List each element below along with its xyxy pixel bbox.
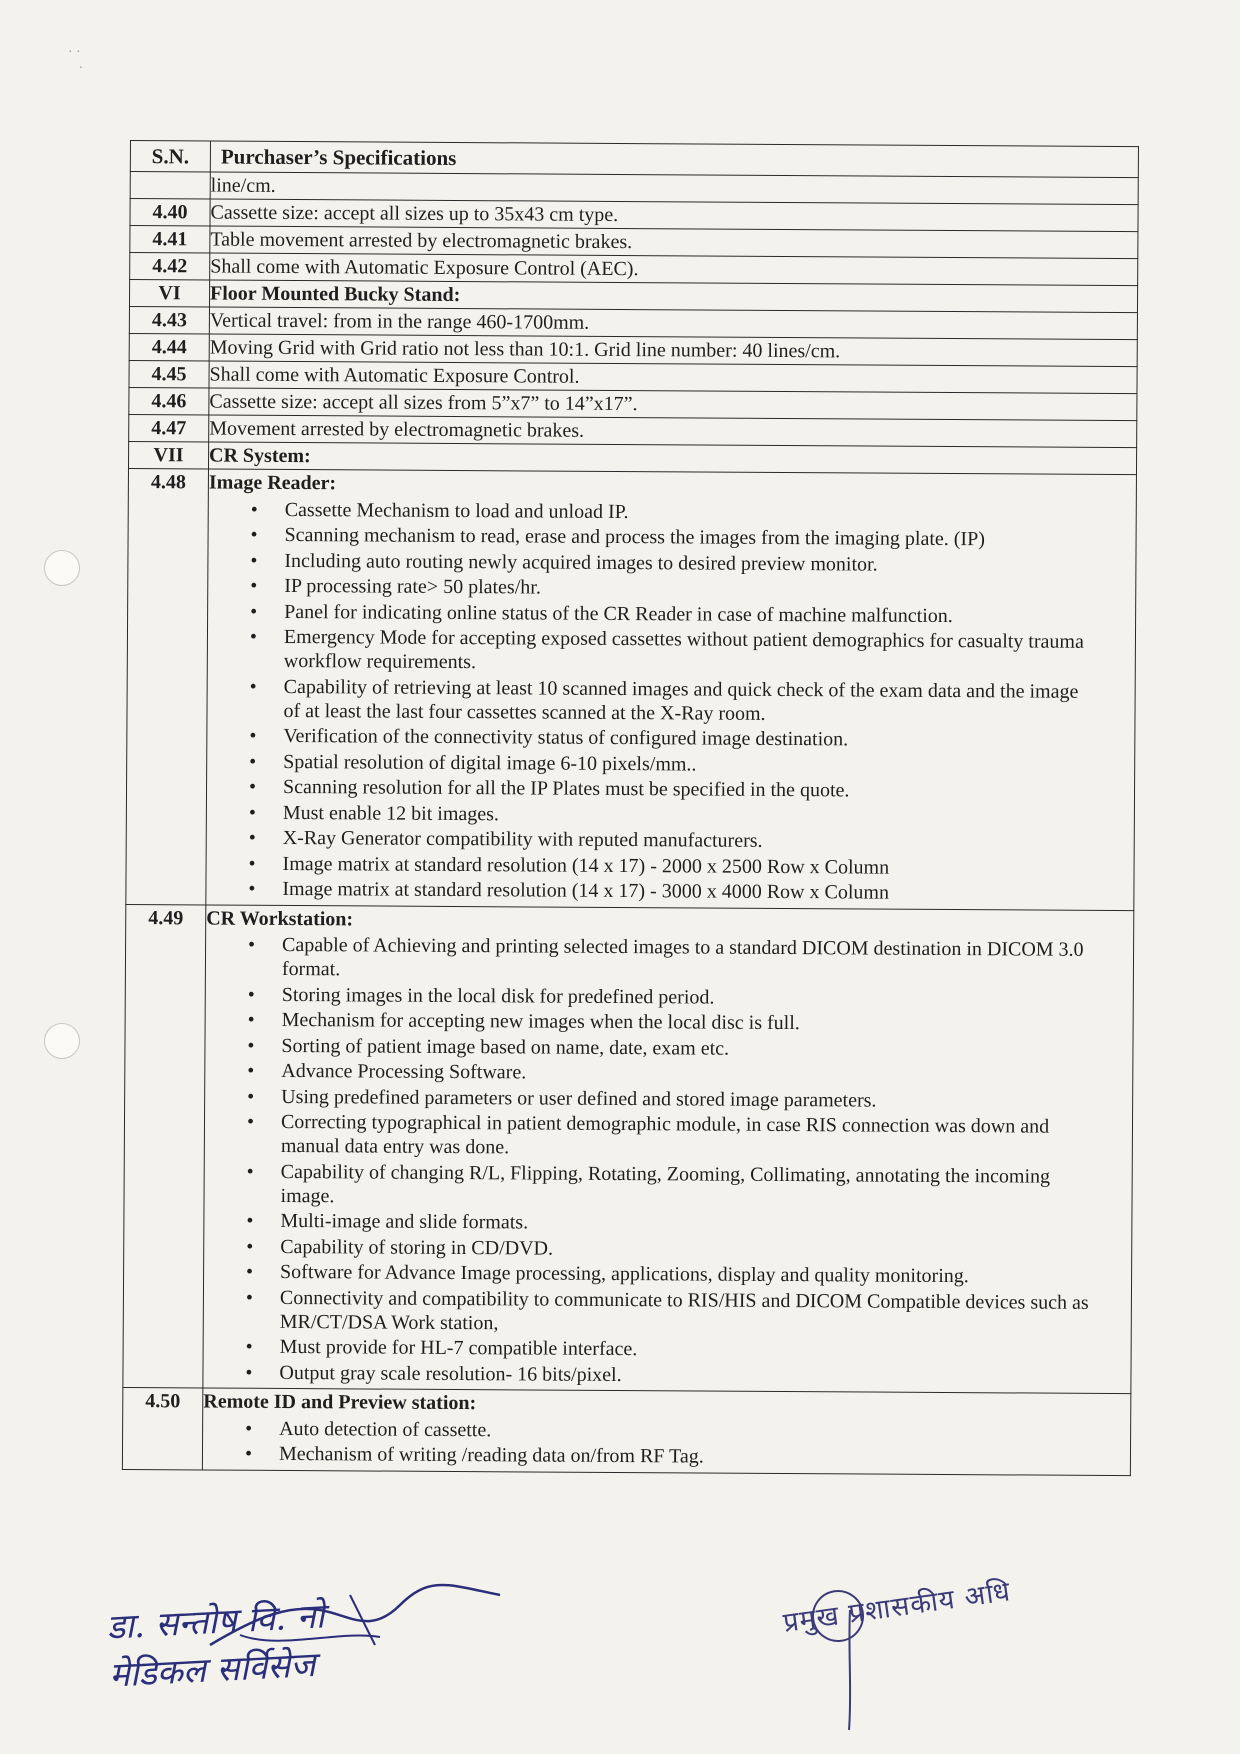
list-item: • Scanning resolution for all the IP Plates must be specified in the quote. [283, 775, 1094, 804]
list-item: • Sorting of patient image based on name, date, exam etc. [281, 1033, 1092, 1062]
row-sn: 4.47 [129, 414, 209, 441]
scan-speck: · · · [68, 45, 84, 76]
list-item: • Correcting typographical in patient demographic module, in case RIS connection was down and manual data entry was done. [281, 1110, 1092, 1163]
row-sn: 4.44 [129, 333, 209, 360]
table-row-cr-workstation [123, 904, 1134, 1394]
section-title: CR System: [208, 442, 1136, 475]
cr-workstation-title: CR Workstation: [206, 906, 354, 930]
section-title: Floor Mounted Bucky Stand: [209, 280, 1137, 313]
row-sn: 4.49 [123, 904, 206, 1388]
list-item: • Image matrix at standard resolution (14 x 17) - 3000 x 4000 Row x Column [282, 877, 1093, 906]
row-text: line/cm. [210, 172, 1138, 205]
signature-line-1: डा. सन्तोष वि. नो [105, 1596, 326, 1648]
official-stamp: प्रमुख प्रशासकीय अधि [781, 1576, 1013, 1639]
row-text: Cassette size: accept all sizes up to 35x43 cm type. [210, 199, 1138, 232]
list-item: • Advance Processing Software. [281, 1059, 1092, 1088]
row-text: Table movement arrested by electromagnetic brakes. [210, 226, 1138, 259]
cr-workstation-list [203, 932, 1133, 1393]
handwritten-signature [106, 1592, 328, 1699]
table-row-image-reader [126, 468, 1137, 910]
row-text: Moving Grid with Grid ratio not less than 10:1. Grid line number: 40 lines/cm. [209, 334, 1137, 367]
image-reader-list [206, 497, 1135, 910]
signature-line-2: मेडिकल सर्विसेज [108, 1644, 317, 1696]
section-number: VII [128, 441, 208, 468]
section-number: VI [129, 280, 209, 307]
list-item: • Cassette Mechanism to load and unload IP. [285, 497, 1096, 526]
row-sn: 4.43 [129, 306, 209, 333]
list-item: • Scanning mechanism to read, erase and process the images from the imaging plate. (IP) [285, 523, 1096, 552]
remote-station-cell [202, 1388, 1130, 1475]
row-sn: 4.40 [130, 199, 210, 226]
image-reader-title: Image Reader: [208, 471, 337, 495]
list-item: • Mechanism for accepting new images when the local disc is full. [282, 1008, 1093, 1037]
list-item: • Capable of Achieving and printing selected images to a standard DICOM destination in DICOM 3.0 format. [282, 933, 1093, 986]
row-text: Cassette size: accept all sizes from 5”x7” to 14”x17”. [209, 388, 1137, 421]
list-item: • Storing images in the local disk for predefined period. [282, 982, 1093, 1011]
list-item: • Output gray scale resolution- 16 bits/pixel. [279, 1360, 1090, 1389]
row-text: Movement arrested by electromagnetic brakes. [209, 415, 1137, 448]
row-sn: 4.48 [126, 468, 209, 904]
stamp-line [840, 1610, 860, 1730]
punch-hole [44, 1023, 80, 1059]
row-sn: 4.50 [122, 1387, 202, 1469]
row-sn: 4.41 [130, 226, 210, 253]
list-item: • Multi-image and slide formats. [280, 1209, 1091, 1238]
list-item: • Mechanism of writing /reading data on/from RF Tag. [279, 1442, 1090, 1471]
list-item: • X-Ray Generator compatibility with reputed manufacturers. [283, 826, 1094, 855]
list-item: • Image matrix at standard resolution (14 x 17) - 2000 x 2500 Row x Column [283, 851, 1094, 880]
remote-station-title: Remote ID and Preview station: [203, 1390, 477, 1415]
list-item: • Spatial resolution of digital image 6-10 pixels/mm.. [283, 749, 1094, 778]
row-sn: 4.45 [129, 360, 209, 387]
image-reader-cell [206, 469, 1137, 910]
list-item: • Software for Advance Image processing, applications, display and quality monitoring. [280, 1260, 1091, 1289]
row-text: Shall come with Automatic Exposure Control. [209, 361, 1137, 394]
list-item: • Emergency Mode for accepting exposed cassettes without patient demographics for casualty trauma workflow requirements. [284, 625, 1095, 678]
cr-workstation-cell [203, 904, 1134, 1393]
list-item: • Capability of retrieving at least 10 scanned images and quick check of the exam data and the image of at least the last four cassettes scanned at the X-Ray room. [283, 674, 1094, 727]
list-item: • Verification of the connectivity status of configured image destination. [283, 724, 1094, 753]
list-item: • Panel for indicating online status of the CR Reader in case of machine malfunction. [284, 599, 1095, 628]
punch-hole [44, 550, 80, 586]
list-item: • IP processing rate> 50 plates/hr. [284, 574, 1095, 603]
table-row-remote-station [122, 1387, 1130, 1475]
list-item: • Must provide for HL-7 compatible interface. [280, 1335, 1091, 1364]
remote-station-list [203, 1416, 1130, 1475]
row-text: Vertical travel: from in the range 460-1700mm. [209, 307, 1137, 340]
list-item: • Must enable 12 bit images. [283, 800, 1094, 829]
spec-column-header: Purchaser’s Specifications [210, 141, 1138, 178]
row-sn: 4.46 [129, 387, 209, 414]
row-text: Shall come with Automatic Exposure Control (AEC). [210, 253, 1138, 286]
list-item: • Capability of changing R/L, Flipping, Rotating, Zooming, Collimating, annotating the incoming image. [280, 1159, 1091, 1212]
list-item: • Using predefined parameters or user defined and stored image parameters. [281, 1084, 1092, 1113]
row-sn: 4.42 [130, 253, 210, 280]
specifications-table [122, 140, 1139, 1476]
list-item: • Including auto routing newly acquired images to desired preview monitor. [284, 548, 1095, 577]
list-item: • Capability of storing in CD/DVD. [280, 1234, 1091, 1263]
sn-column-header: S.N. [130, 141, 210, 172]
list-item: • Connectivity and compatibility to communicate to RIS/HIS and DICOM Compatible devices such as MR/CT/DSA Work station, [280, 1285, 1091, 1338]
list-item: • Auto detection of cassette. [279, 1416, 1090, 1445]
row-sn [130, 172, 210, 199]
